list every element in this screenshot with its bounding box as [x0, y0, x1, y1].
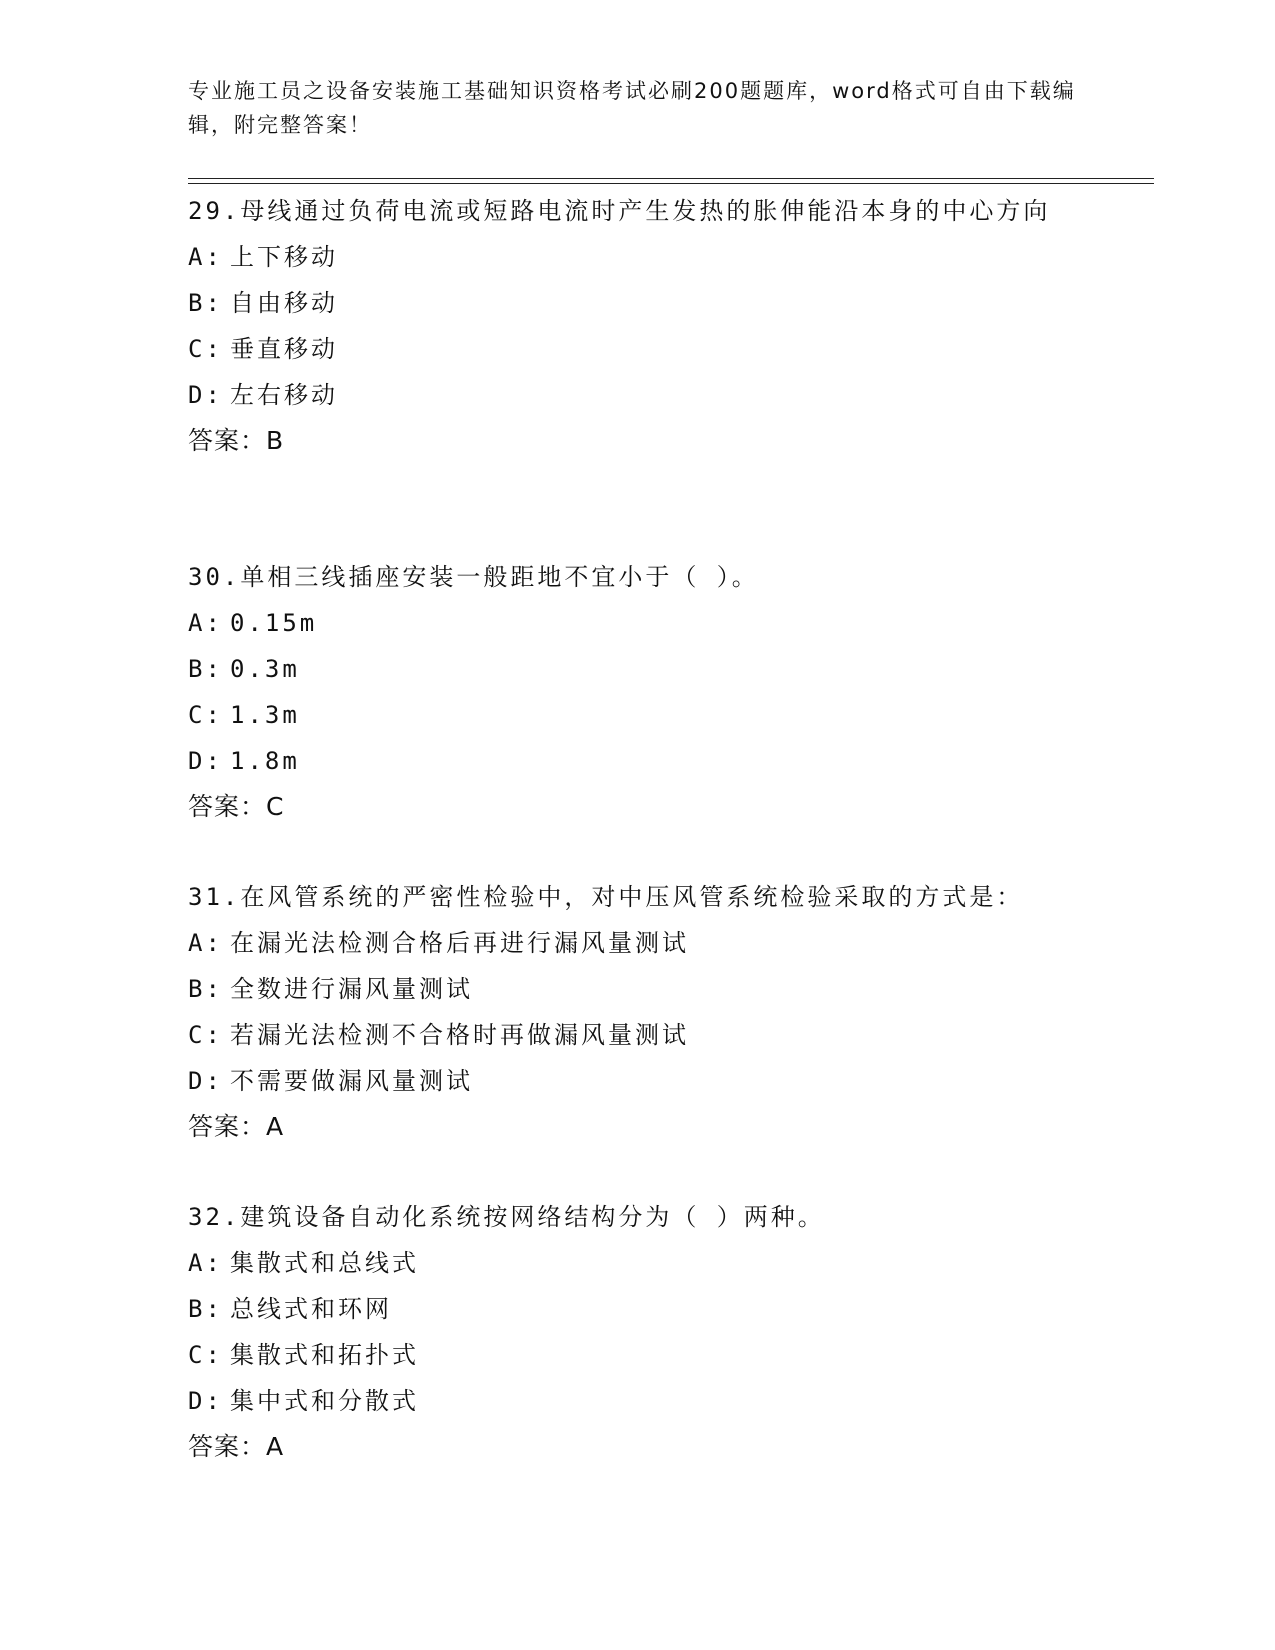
question-29	[188, 188, 1088, 464]
option-letter: D:	[188, 1067, 223, 1095]
option-d	[188, 372, 1088, 418]
option-text: 全数进行漏风量测试	[230, 975, 473, 1003]
answer-line: 答案：B	[188, 426, 285, 455]
answer-line: 答案：C	[188, 792, 285, 821]
question-stem: 32.建筑设备自动化系统按网络结构分为（ ）两种。	[188, 1203, 825, 1231]
option-letter: D:	[188, 381, 223, 409]
option-letter: C:	[188, 335, 223, 363]
option-c	[188, 692, 1088, 738]
option-a	[188, 234, 1088, 280]
option-c	[188, 1012, 1088, 1058]
option-text: 垂直移动	[230, 335, 338, 363]
option-text: 左右移动	[230, 381, 338, 409]
option-b	[188, 1286, 1088, 1332]
option-c	[188, 1332, 1088, 1378]
option-text: 上下移动	[230, 243, 338, 271]
option-letter: D:	[188, 747, 223, 775]
option-letter: B:	[188, 975, 223, 1003]
header-divider-bottom	[188, 183, 1154, 184]
option-letter: B:	[188, 1295, 223, 1323]
option-letter: C:	[188, 1341, 223, 1369]
answer-line: 答案：A	[188, 1432, 285, 1461]
question-32	[188, 1194, 1088, 1470]
option-text: 若漏光法检测不合格时再做漏风量测试	[230, 1021, 689, 1049]
option-text: 0.15m	[230, 609, 318, 637]
question-stem: 30.单相三线插座安装一般距地不宜小于（ ）。	[188, 563, 759, 591]
option-text: 不需要做漏风量测试	[230, 1067, 473, 1095]
option-text: 1.3m	[230, 701, 300, 729]
option-a	[188, 1240, 1088, 1286]
option-letter: A:	[188, 929, 223, 957]
question-30	[188, 554, 1088, 830]
option-letter: D:	[188, 1387, 223, 1415]
option-d	[188, 1058, 1088, 1104]
option-a	[188, 600, 1088, 646]
document-header: 专业施工员之设备安装施工基础知识资格考试必刷200题题库，word格式可自由下载编辑，附完整答案！	[188, 79, 1076, 137]
option-b	[188, 280, 1088, 326]
option-text: 集散式和总线式	[230, 1249, 419, 1277]
option-letter: A:	[188, 609, 223, 637]
option-letter: C:	[188, 701, 223, 729]
option-b	[188, 646, 1088, 692]
option-text: 在漏光法检测合格后再进行漏风量测试	[230, 929, 689, 957]
option-a	[188, 920, 1088, 966]
option-letter: A:	[188, 243, 223, 271]
answer-line: 答案：A	[188, 1112, 285, 1141]
question-31	[188, 874, 1088, 1150]
option-text: 集散式和拓扑式	[230, 1341, 419, 1369]
option-text: 集中式和分散式	[230, 1387, 419, 1415]
option-letter: B:	[188, 289, 223, 317]
option-d	[188, 738, 1088, 784]
option-d	[188, 1378, 1088, 1424]
question-stem: 29.母线通过负荷电流或短路电流时产生发热的胀伸能沿本身的中心方向	[188, 197, 1051, 225]
option-letter: A:	[188, 1249, 223, 1277]
option-letter: C:	[188, 1021, 223, 1049]
option-c	[188, 326, 1088, 372]
header-divider-top	[188, 178, 1154, 179]
question-stem: 31.在风管系统的严密性检验中，对中压风管系统检验采取的方式是：	[188, 883, 1024, 911]
option-text: 1.8m	[230, 747, 300, 775]
option-b	[188, 966, 1088, 1012]
option-text: 0.3m	[230, 655, 300, 683]
option-text: 自由移动	[230, 289, 338, 317]
option-letter: B:	[188, 655, 223, 683]
option-text: 总线式和环网	[230, 1295, 392, 1323]
